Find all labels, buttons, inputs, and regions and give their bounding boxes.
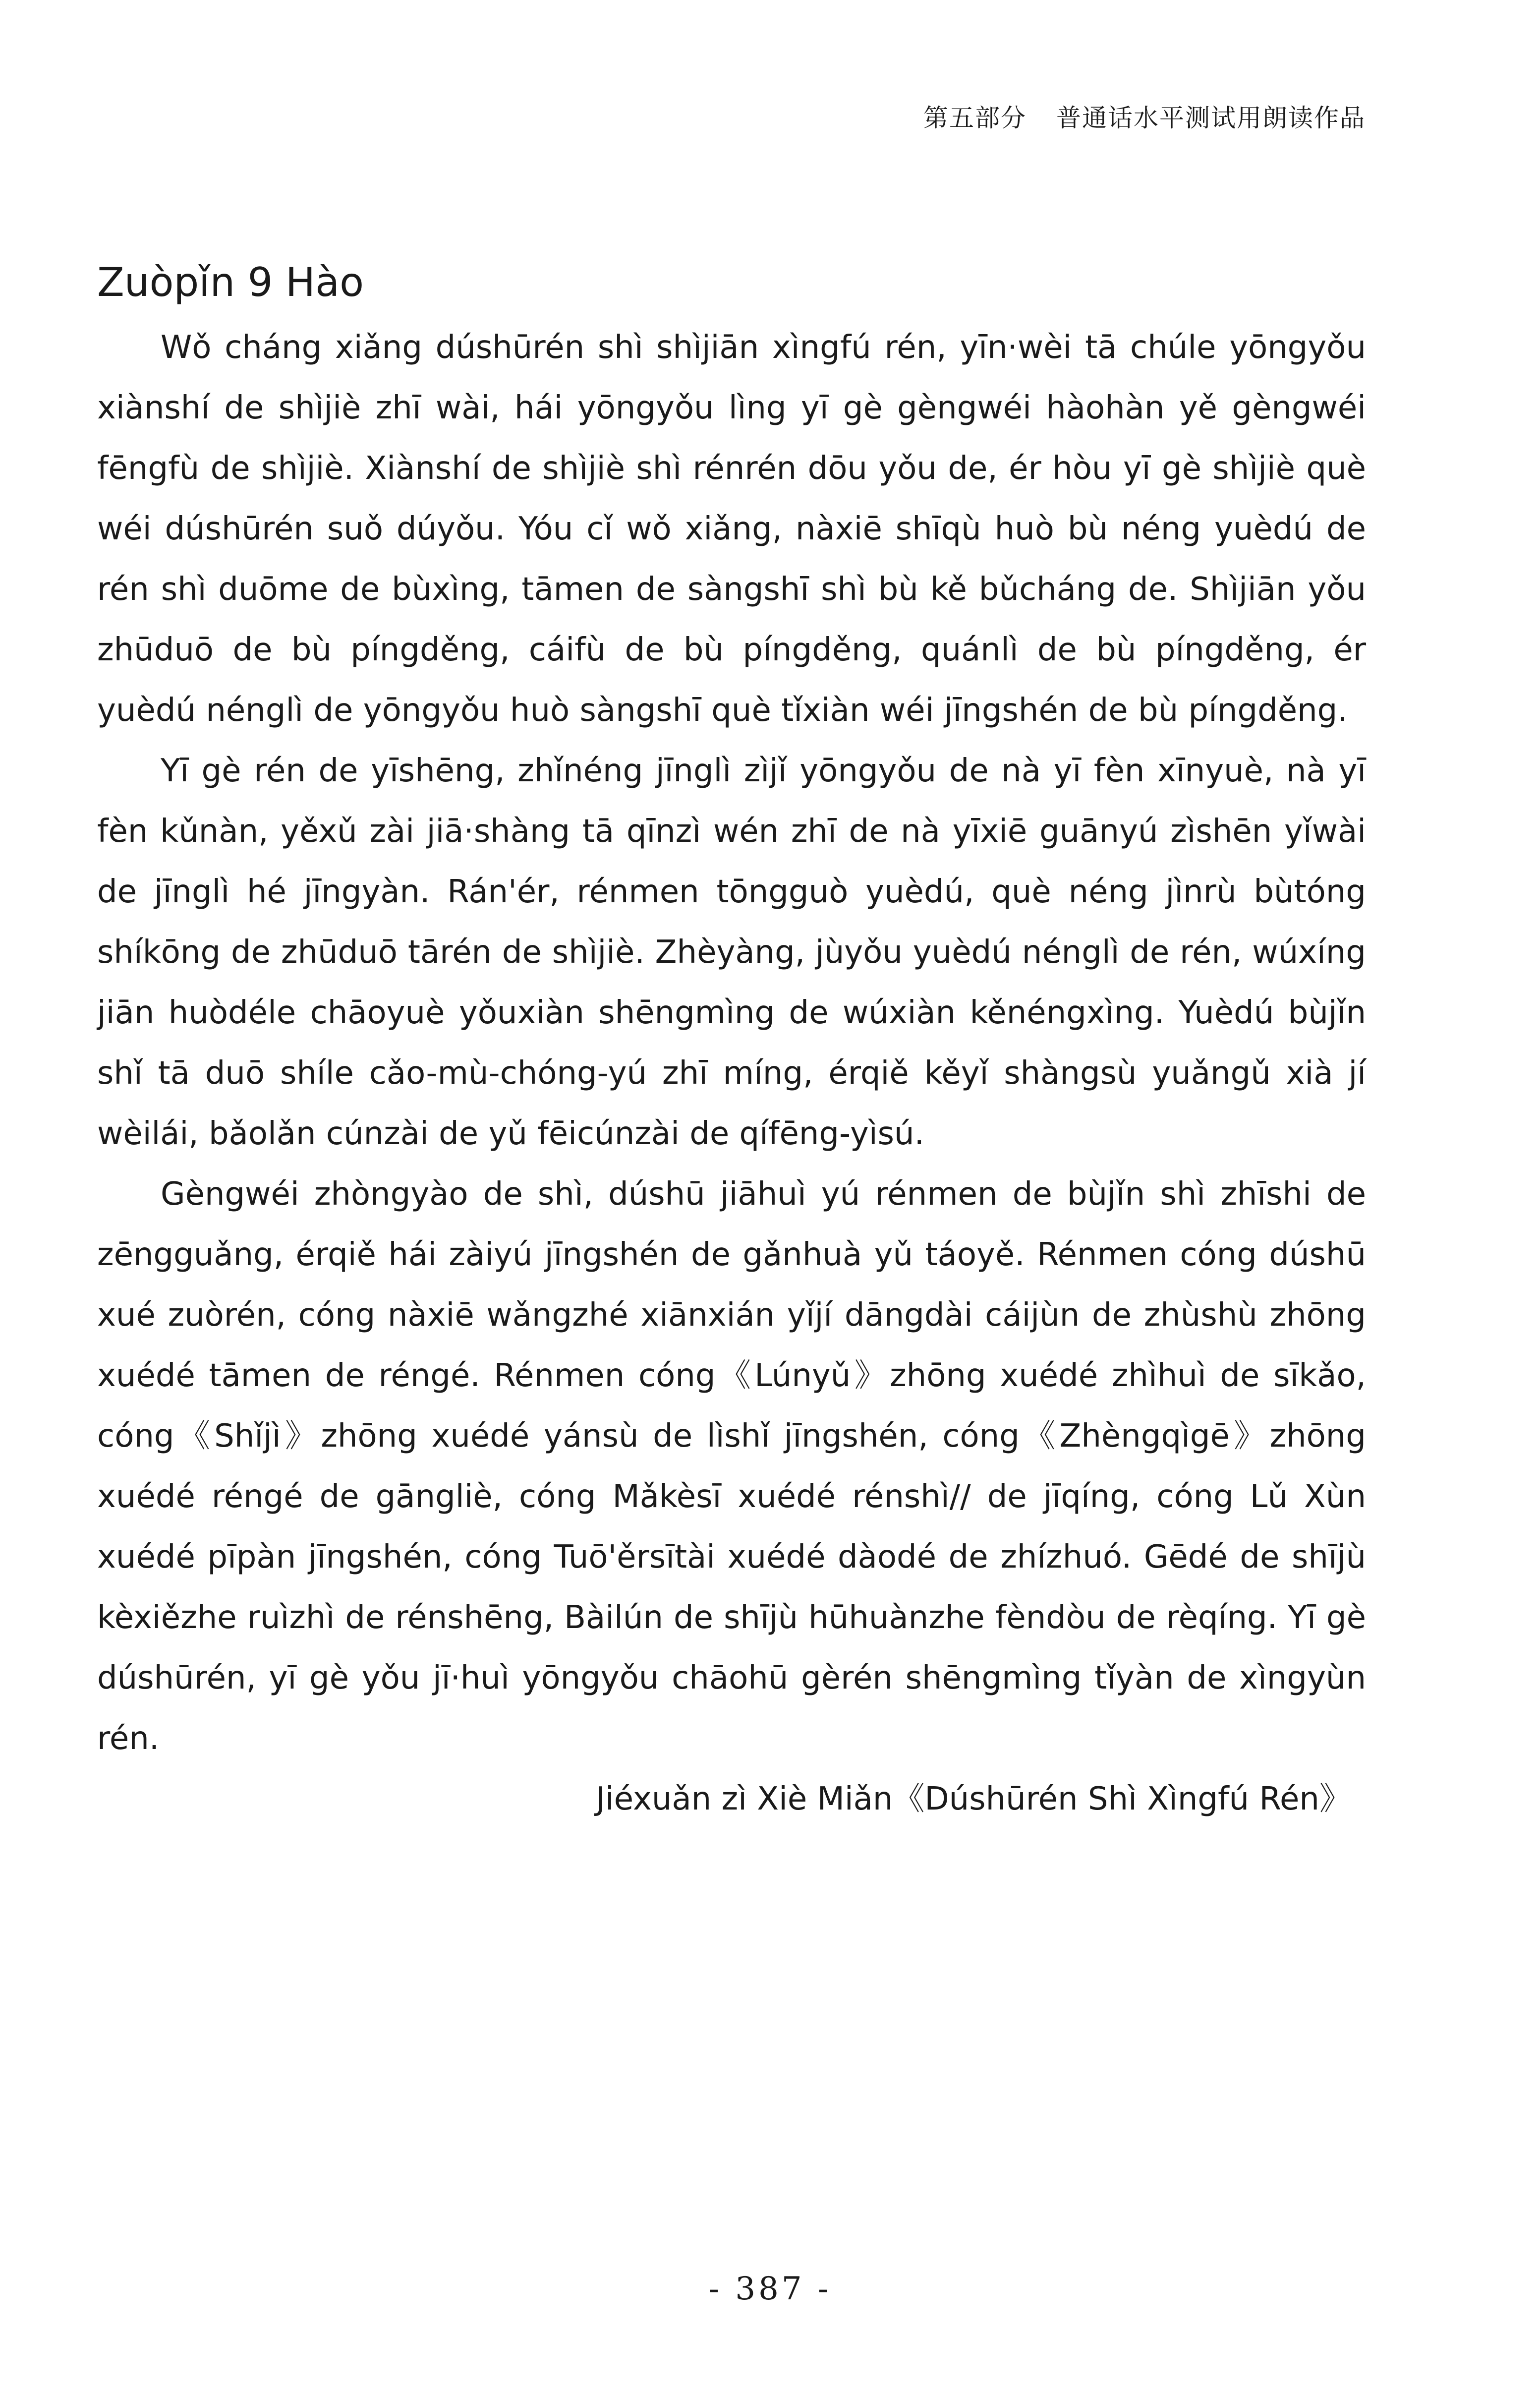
text-line: Wǒ cháng xiǎng dúshūrén shì shìjiān xìngfú rén, yīn·wèi tā chúle yōngyǒu xyxy=(161,329,1366,366)
text-line: cóng《Shǐjì》zhōng xuédé yánsù de lìshǐ jīngshén, cóng《Zhèngqìgē》zhōng xyxy=(97,1418,1366,1455)
text-line: yuèdú nénglì de yōngyǒu huò sàngshī què tǐxiàn wéi jīngshén de bù píngděng. xyxy=(97,692,1348,729)
text-line: xué zuòrén, cóng nàxiē wǎngzhé xiānxián yǐjí dāngdài cáijùn de zhùshù zhōng xyxy=(97,1297,1366,1334)
text-line: rén shì duōme de bùxìng, tāmen de sàngshī shì bù kě bǔcháng de. Shìjiān yǒu xyxy=(97,571,1366,608)
text-line: kèxiězhe ruìzhì de rénshēng, Bàilún de shījù hūhuànzhe fèndòu de rèqíng. Yī gè xyxy=(97,1599,1366,1636)
text-line: shǐ tā duō shíle cǎo-mù-chóng-yú zhī míng, érqiě kěyǐ shàngsù yuǎngǔ xià jí xyxy=(97,1055,1366,1092)
text-line: xiànshí de shìjiè zhī wài, hái yōngyǒu lìng yī gè gèngwéi hàohàn yě gèngwéi xyxy=(97,390,1366,426)
text-line: Gèngwéi zhòngyào de shì, dúshū jiāhuì yú rénmen de bùjǐn shì zhīshi de xyxy=(161,1176,1366,1213)
paragraph-2 xyxy=(97,741,1366,1164)
text-line: dúshūrén, yī gè yǒu jī·huì yōngyǒu chāohū gèrén shēngmìng tǐyàn de xìngyùn xyxy=(97,1660,1366,1696)
text-line: rén. xyxy=(97,1720,160,1757)
work-title: Zuòpǐn 9 Hào xyxy=(97,259,364,305)
text-line: Yī gè rén de yīshēng, zhǐnéng jīnglì zìjǐ yōngyǒu de nà yī fèn xīnyuè, nà yī xyxy=(161,753,1366,789)
source-attribution: Jiéxuǎn zì Xiè Miǎn《Dúshūrén Shì Xìngfú Rén》 xyxy=(596,1781,1351,1817)
text-line: wéi dúshūrén suǒ dúyǒu. Yóu cǐ wǒ xiǎng, nàxiē shīqù huò bù néng yuèdú de xyxy=(97,511,1366,547)
text-line: xuédé réngé de gāngliè, cóng Mǎkèsī xuédé rénshì// de jīqíng, cóng Lǔ Xùn xyxy=(97,1478,1366,1515)
text-line: xuédé tāmen de réngé. Rénmen cóng《Lúnyǔ》zhōng xuédé zhìhuì de sīkǎo, xyxy=(97,1357,1366,1394)
text-line: fēngfù de shìjiè. Xiànshí de shìjiè shì rénrén dōu yǒu de, ér hòu yī gè shìjiè què xyxy=(97,450,1366,487)
text-line: wèilái, bǎolǎn cúnzài de yǔ fēicúnzài de qífēng-yìsú. xyxy=(97,1115,924,1152)
text-line: zēngguǎng, érqiě hái zàiyú jīngshén de gǎnhuà yǔ táoyě. Rénmen cóng dúshū xyxy=(97,1236,1366,1273)
running-head-section: 第五部分 xyxy=(923,104,1027,132)
text-line: xuédé pīpàn jīngshén, cóng Tuō'ěrsītài xuédé dàodé de zhízhuó. Gēdé de shījù xyxy=(97,1539,1366,1576)
text-line: jiān huòdéle chāoyuè yǒuxiàn shēngmìng de wúxiàn kěnéngxìng. Yuèdú bùjǐn xyxy=(97,994,1366,1031)
text-line: de jīnglì hé jīngyàn. Rán'ér, rénmen tōngguò yuèdú, què néng jìnrù bùtóng xyxy=(97,874,1366,910)
paragraph-1 xyxy=(97,317,1366,741)
paragraph-3 xyxy=(97,1164,1366,1769)
article-body xyxy=(97,317,1366,1829)
text-line: zhūduō de bù píngděng, cáifù de bù píngděng, quánlì de bù píngděng, ér xyxy=(97,632,1366,668)
running-head xyxy=(923,98,1366,134)
text-line: shíkōng de zhūduō tārén de shìjiè. Zhèyàng, jùyǒu yuèdú nénglì de rén, wúxíng xyxy=(97,934,1366,971)
page-number: - 387 - xyxy=(708,2271,832,2307)
running-head-subtitle: 普通话水平测试用朗读作品 xyxy=(1056,104,1366,132)
text-line: fèn kǔnàn, yěxǔ zài jiā·shàng tā qīnzì wén zhī de nà yīxiē guānyú zìshēn yǐwài xyxy=(97,813,1366,850)
